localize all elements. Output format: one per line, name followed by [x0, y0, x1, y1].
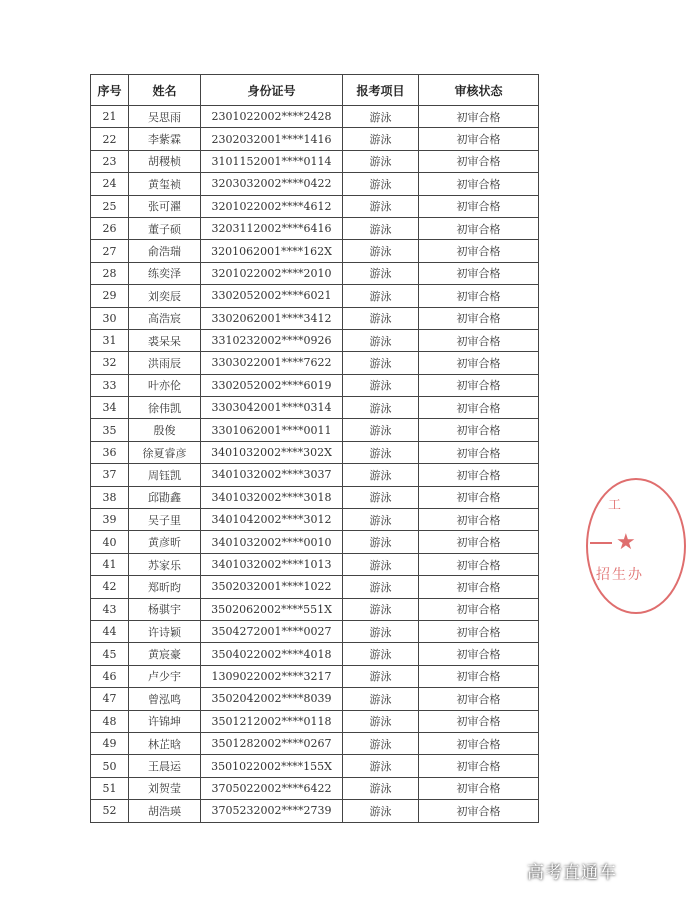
cell-name: 许诗颖: [129, 620, 201, 642]
cell-serial: 36: [91, 441, 129, 463]
cell-id-number: 3501212002****0118: [201, 710, 343, 732]
cell-serial: 28: [91, 262, 129, 284]
cell-review-status: 初审合格: [419, 173, 539, 195]
cell-review-status: 初审合格: [419, 285, 539, 307]
cell-exam-item: 游泳: [343, 419, 419, 441]
cell-serial: 24: [91, 173, 129, 195]
table-row: [91, 531, 539, 553]
cell-exam-item: 游泳: [343, 643, 419, 665]
cell-id-number: 3401032002****302X: [201, 441, 343, 463]
header-id-number: 身份证号: [201, 75, 343, 106]
table-row: [91, 262, 539, 284]
cell-review-status: 初审合格: [419, 374, 539, 396]
seal-bottom-text: 招生办: [596, 567, 644, 583]
cell-review-status: 初审合格: [419, 262, 539, 284]
cell-review-status: 初审合格: [419, 688, 539, 710]
table-row: [91, 173, 539, 195]
cell-id-number: 3502062002****551X: [201, 598, 343, 620]
cell-exam-item: 游泳: [343, 307, 419, 329]
table-row: [91, 777, 539, 799]
cell-serial: 27: [91, 240, 129, 262]
table-row: [91, 217, 539, 239]
table-row: [91, 106, 539, 128]
cell-exam-item: 游泳: [343, 285, 419, 307]
cell-id-number: 2302032001****1416: [201, 128, 343, 150]
table-row: [91, 553, 539, 575]
cell-serial: 45: [91, 643, 129, 665]
cell-name: 黄彦昕: [129, 531, 201, 553]
cell-review-status: 初审合格: [419, 128, 539, 150]
cell-name: 裘呆呆: [129, 329, 201, 351]
cell-id-number: 2301022002****2428: [201, 106, 343, 128]
cell-exam-item: 游泳: [343, 240, 419, 262]
cell-exam-item: 游泳: [343, 106, 419, 128]
cell-review-status: 初审合格: [419, 397, 539, 419]
cell-name: 许锦坤: [129, 710, 201, 732]
cell-name: 徐伟凯: [129, 397, 201, 419]
cell-name: 杨骐宇: [129, 598, 201, 620]
cell-review-status: 初审合格: [419, 217, 539, 239]
cell-name: 邱勖鑫: [129, 486, 201, 508]
table-row: [91, 285, 539, 307]
cell-id-number: 3401042002****3012: [201, 509, 343, 531]
cell-serial: 42: [91, 576, 129, 598]
table-row: [91, 598, 539, 620]
candidate-table: [90, 74, 539, 823]
cell-serial: 30: [91, 307, 129, 329]
cell-id-number: 3401032002****3037: [201, 464, 343, 486]
table-row: [91, 307, 539, 329]
cell-review-status: 初审合格: [419, 755, 539, 777]
cell-serial: 35: [91, 419, 129, 441]
cell-exam-item: 游泳: [343, 150, 419, 172]
cell-name: 郑昕昀: [129, 576, 201, 598]
seal-star-icon: ★: [616, 530, 636, 555]
cell-id-number: 3502042002****8039: [201, 688, 343, 710]
cell-serial: 43: [91, 598, 129, 620]
cell-name: 殷俊: [129, 419, 201, 441]
header-name: 姓名: [129, 75, 201, 106]
cell-name: 洪雨辰: [129, 352, 201, 374]
cell-name: 张可濯: [129, 195, 201, 217]
cell-serial: 29: [91, 285, 129, 307]
cell-exam-item: 游泳: [343, 352, 419, 374]
cell-review-status: 初审合格: [419, 419, 539, 441]
seal-line: [590, 542, 612, 544]
table-row: [91, 352, 539, 374]
table-row: [91, 710, 539, 732]
cell-serial: 47: [91, 688, 129, 710]
table-header-row: [91, 75, 539, 106]
table-row: [91, 329, 539, 351]
cell-id-number: 3303042001****0314: [201, 397, 343, 419]
cell-exam-item: 游泳: [343, 553, 419, 575]
table-row: [91, 486, 539, 508]
table-row: [91, 688, 539, 710]
cell-id-number: 3101152001****0114: [201, 150, 343, 172]
cell-id-number: 3504022002****4018: [201, 643, 343, 665]
cell-name: 吴思雨: [129, 106, 201, 128]
cell-review-status: 初审合格: [419, 150, 539, 172]
table-row: [91, 732, 539, 754]
cell-serial: 33: [91, 374, 129, 396]
cell-serial: 50: [91, 755, 129, 777]
cell-id-number: 1309022002****3217: [201, 665, 343, 687]
cell-review-status: 初审合格: [419, 531, 539, 553]
table-row: [91, 576, 539, 598]
cell-serial: 32: [91, 352, 129, 374]
cell-id-number: 3501282002****0267: [201, 732, 343, 754]
cell-review-status: 初审合格: [419, 710, 539, 732]
cell-review-status: 初审合格: [419, 777, 539, 799]
cell-review-status: 初审合格: [419, 464, 539, 486]
cell-name: 练奕泽: [129, 262, 201, 284]
cell-exam-item: 游泳: [343, 262, 419, 284]
cell-id-number: 3302052002****6021: [201, 285, 343, 307]
cell-review-status: 初审合格: [419, 732, 539, 754]
cell-name: 林芷晗: [129, 732, 201, 754]
cell-id-number: 3302062001****3412: [201, 307, 343, 329]
cell-id-number: 3301062001****0011: [201, 419, 343, 441]
header-review-status: 审核状态: [419, 75, 539, 106]
table-row: [91, 397, 539, 419]
cell-serial: 52: [91, 800, 129, 822]
cell-name: 高浩宸: [129, 307, 201, 329]
cell-exam-item: 游泳: [343, 777, 419, 799]
cell-exam-item: 游泳: [343, 509, 419, 531]
cell-serial: 40: [91, 531, 129, 553]
cell-name: 吴子里: [129, 509, 201, 531]
cell-review-status: 初审合格: [419, 598, 539, 620]
cell-review-status: 初审合格: [419, 329, 539, 351]
table-row: [91, 620, 539, 642]
watermark-text: 高考直通车: [527, 863, 617, 883]
cell-exam-item: 游泳: [343, 173, 419, 195]
table-row: [91, 240, 539, 262]
cell-id-number: 3705232002****2739: [201, 800, 343, 822]
cell-name: 胡稷桢: [129, 150, 201, 172]
cell-review-status: 初审合格: [419, 486, 539, 508]
cell-review-status: 初审合格: [419, 620, 539, 642]
cell-serial: 22: [91, 128, 129, 150]
cell-serial: 38: [91, 486, 129, 508]
cell-id-number: 3203032002****0422: [201, 173, 343, 195]
cell-id-number: 3705022002****6422: [201, 777, 343, 799]
cell-exam-item: 游泳: [343, 464, 419, 486]
cell-name: 黄宸豪: [129, 643, 201, 665]
cell-serial: 34: [91, 397, 129, 419]
cell-name: 王晨运: [129, 755, 201, 777]
cell-review-status: 初审合格: [419, 509, 539, 531]
cell-id-number: 3201022002****4612: [201, 195, 343, 217]
table-row: [91, 665, 539, 687]
table-row: [91, 755, 539, 777]
table-row: [91, 464, 539, 486]
cell-exam-item: 游泳: [343, 329, 419, 351]
cell-serial: 37: [91, 464, 129, 486]
cell-review-status: 初审合格: [419, 800, 539, 822]
cell-serial: 49: [91, 732, 129, 754]
cell-id-number: 3401032002****0010: [201, 531, 343, 553]
table-row: [91, 150, 539, 172]
cell-name: 胡浩瑛: [129, 800, 201, 822]
cell-exam-item: 游泳: [343, 397, 419, 419]
table-row: [91, 800, 539, 822]
cell-exam-item: 游泳: [343, 486, 419, 508]
cell-name: 李紫霖: [129, 128, 201, 150]
cell-name: 刘奕辰: [129, 285, 201, 307]
cell-exam-item: 游泳: [343, 374, 419, 396]
cell-id-number: 3401032002****3018: [201, 486, 343, 508]
cell-id-number: 3201022002****2010: [201, 262, 343, 284]
table-row: [91, 441, 539, 463]
cell-name: 叶亦伦: [129, 374, 201, 396]
cell-serial: 31: [91, 329, 129, 351]
cell-exam-item: 游泳: [343, 732, 419, 754]
cell-exam-item: 游泳: [343, 441, 419, 463]
cell-exam-item: 游泳: [343, 710, 419, 732]
table-row: [91, 643, 539, 665]
cell-review-status: 初审合格: [419, 665, 539, 687]
cell-serial: 41: [91, 553, 129, 575]
table-row: [91, 419, 539, 441]
cell-exam-item: 游泳: [343, 128, 419, 150]
table-body: [91, 106, 539, 823]
cell-review-status: 初审合格: [419, 352, 539, 374]
cell-name: 俞浩瑞: [129, 240, 201, 262]
cell-id-number: 3201062001****162X: [201, 240, 343, 262]
cell-name: 徐夏睿彦: [129, 441, 201, 463]
cell-exam-item: 游泳: [343, 531, 419, 553]
cell-id-number: 3502032001****1022: [201, 576, 343, 598]
cell-name: 刘贺莹: [129, 777, 201, 799]
cell-id-number: 3401032002****1013: [201, 553, 343, 575]
cell-serial: 39: [91, 509, 129, 531]
cell-review-status: 初审合格: [419, 106, 539, 128]
header-serial: 序号: [91, 75, 129, 106]
cell-review-status: 初审合格: [419, 441, 539, 463]
cell-id-number: 3303022001****7622: [201, 352, 343, 374]
cell-serial: 51: [91, 777, 129, 799]
cell-name: 卢少宇: [129, 665, 201, 687]
cell-serial: 23: [91, 150, 129, 172]
cell-exam-item: 游泳: [343, 800, 419, 822]
cell-exam-item: 游泳: [343, 576, 419, 598]
cell-name: 曾泓鸣: [129, 688, 201, 710]
cell-id-number: 3310232002****0926: [201, 329, 343, 351]
table-row: [91, 128, 539, 150]
cell-review-status: 初审合格: [419, 240, 539, 262]
cell-review-status: 初审合格: [419, 576, 539, 598]
cell-exam-item: 游泳: [343, 217, 419, 239]
cell-name: 苏家乐: [129, 553, 201, 575]
cell-review-status: 初审合格: [419, 643, 539, 665]
cell-name: 黄玺祯: [129, 173, 201, 195]
cell-exam-item: 游泳: [343, 665, 419, 687]
cell-exam-item: 游泳: [343, 620, 419, 642]
table-row: [91, 509, 539, 531]
official-seal: [586, 478, 686, 614]
cell-exam-item: 游泳: [343, 755, 419, 777]
header-exam-item: 报考项目: [343, 75, 419, 106]
cell-id-number: 3203112002****6416: [201, 217, 343, 239]
cell-name: 董子硕: [129, 217, 201, 239]
seal-top-text: 工: [608, 498, 628, 513]
cell-serial: 21: [91, 106, 129, 128]
cell-serial: 26: [91, 217, 129, 239]
cell-id-number: 3501022002****155X: [201, 755, 343, 777]
cell-serial: 46: [91, 665, 129, 687]
cell-exam-item: 游泳: [343, 195, 419, 217]
cell-id-number: 3504272001****0027: [201, 620, 343, 642]
cell-serial: 44: [91, 620, 129, 642]
cell-review-status: 初审合格: [419, 553, 539, 575]
cell-exam-item: 游泳: [343, 688, 419, 710]
cell-serial: 48: [91, 710, 129, 732]
table-row: [91, 195, 539, 217]
cell-review-status: 初审合格: [419, 195, 539, 217]
table-row: [91, 374, 539, 396]
cell-id-number: 3302052002****6019: [201, 374, 343, 396]
cell-review-status: 初审合格: [419, 307, 539, 329]
cell-serial: 25: [91, 195, 129, 217]
cell-name: 周钰凯: [129, 464, 201, 486]
cell-exam-item: 游泳: [343, 598, 419, 620]
